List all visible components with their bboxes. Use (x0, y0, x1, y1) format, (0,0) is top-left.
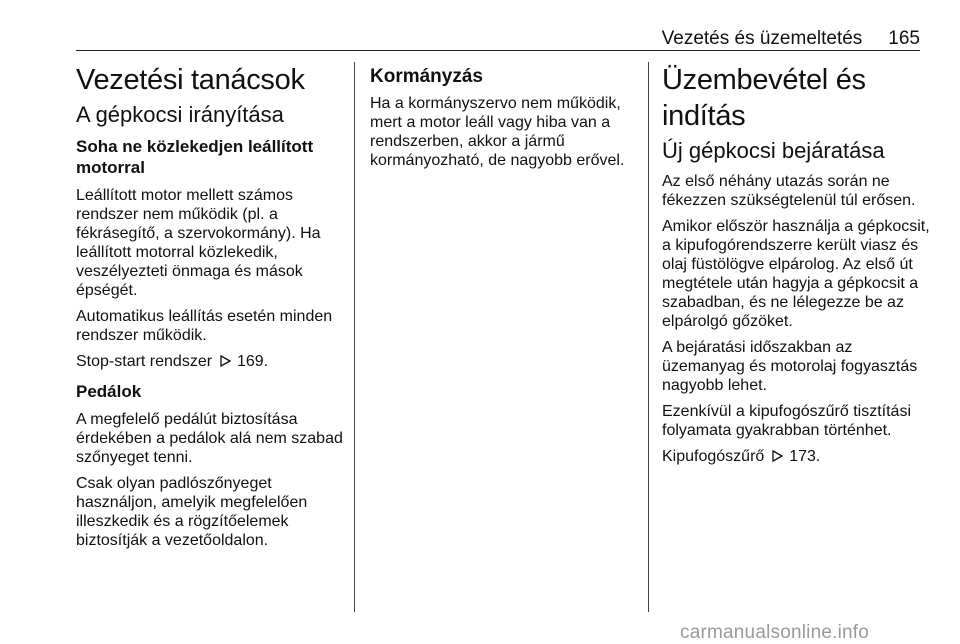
reference-page: 169. (236, 353, 269, 370)
paragraph: Csak olyan padlószőnyeget használjon, amelyik megfelelően illeszkedik és a rögzítőelemek biztosítják a vezetőoldalon. (76, 475, 308, 549)
paragraph: Ezenkívül a kipufogószűrő tisztítási folyamata gyakrabban történhet. (662, 403, 912, 439)
column-divider-2 (648, 62, 649, 612)
paragraph: Amikor először használja a gépkocsit, a kipufogórendszerre került viasz és olaj füstölögve elpárolog. Az első út megtétele után hagyja a gépkocsit a szabadban, és ne lélegezze be az elpárolgó gőzöket. (662, 218, 930, 330)
page-number: 165 (888, 28, 920, 49)
column-middle (370, 62, 640, 177)
triangle-right-icon (771, 450, 783, 462)
reference-page: 173. (789, 448, 821, 465)
section-main-title: Üzembevétel és indítás (662, 64, 866, 132)
paragraph: A bejáratási időszakban az üzemanyag és motorolaj fogyasztás nagyobb lehet. (662, 339, 918, 394)
section-title: A gépkocsi irányítása (76, 102, 284, 127)
subsection-heading-pedals: Pedálok (76, 382, 142, 401)
column-right (662, 62, 932, 473)
cross-reference[interactable] (76, 352, 348, 371)
paragraph: Ha a kormányszervo nem működik, mert a motor leáll vagy hiba van a rendszerben, akkor a jármű kormányozható, de nagyobb erővel. (370, 95, 625, 169)
column-left (76, 62, 348, 557)
subsection-heading-steering: Kormányzás (370, 66, 483, 87)
paragraph: Automatikus leállítás esetén minden rendszer működik. (76, 308, 333, 344)
section-title: Új gépkocsi bejáratása (662, 138, 885, 163)
paragraph: Az első néhány utazás során ne fékezzen szükségtelenül túl erősen. (662, 173, 916, 209)
watermark: carmanualsonline.info (680, 622, 870, 643)
chapter-title: Vezetés és üzemeltetés (661, 28, 863, 49)
paragraph: A megfelelő pedálút biztosítása érdekében a pedálok alá nem szabad szőnyeget tenni. (76, 411, 343, 466)
triangle-right-icon (219, 355, 231, 367)
reference-text: Stop-start rendszer (76, 353, 213, 370)
paragraph: Leállított motor mellett számos rendszer nem működik (pl. a fékrásegítő, a szervokormány). Ha leállított motorral közlekedik, veszélyezteti önmaga és mások épségét. (76, 187, 321, 299)
column-divider-1 (354, 62, 355, 612)
page-title: Vezetési tanácsok (76, 64, 305, 96)
page-header (76, 28, 920, 50)
subsection-heading-engine-off: Soha ne közlekedjen leállított motorral (76, 137, 314, 177)
reference-text: Kipufogószűrő (662, 448, 765, 465)
cross-reference[interactable] (662, 447, 932, 466)
header-rule (76, 50, 920, 51)
